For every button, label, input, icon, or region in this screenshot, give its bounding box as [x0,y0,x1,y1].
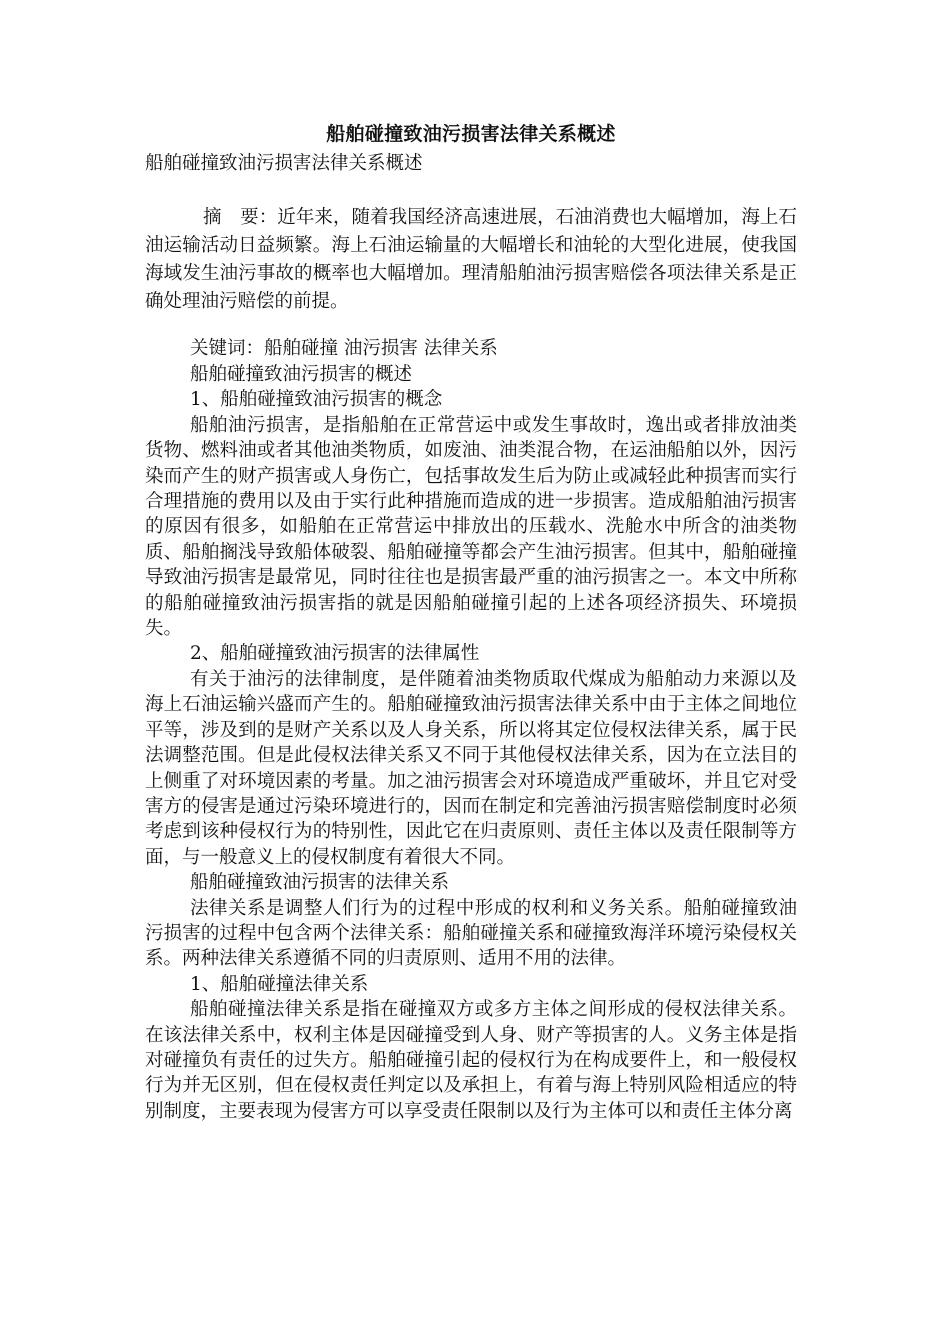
subsection-heading: 1、船舶碰撞法律关系 [190,973,369,995]
document-title: 船舶碰撞致油污损害法律关系概述 [326,123,616,145]
abstract-paragraph: 摘 要：近年来，随着我国经济高速进展，石油消费也大幅增加，海上石油运输活动日益频繁。海上石油运输量的大幅增长和油轮的大型化进展，使我国海域发生油污事故的概率也大幅增加。理清船舶油污损害赔偿各项法律关系是正确处理油污赔偿的前提。 [145,207,797,312]
document-page [145,118,797,1124]
subsection-heading: 2、船舶碰撞致油污损害的法律属性 [190,643,480,665]
body-paragraph: 法律关系是调整人们行为的过程中形成的权利和义务关系。船舶碰撞致油污损害的过程中包含两个法律关系：船舶碰撞关系和碰撞致海洋环境污染侵权关系。两种法律关系遵循不同的归责原则、适用不用的法律。 [145,897,797,970]
blank-line [145,178,797,204]
keywords-line: 关键词：船舶碰撞 油污损害 法律关系 [190,338,498,359]
section-heading: 船舶碰撞致油污损害的法律关系 [190,872,450,894]
body-paragraph: 有关于油污的法律制度，是伴随着油类物质取代煤成为船舶动力来源以及海上石油运输兴盛而产生的。船舶碰撞致油污损害法律关系中由于主体之间地位平等，涉及到的是财产关系以及人身关系，所以将其定位侵权法律关系，属于民法调整范围。但是此侵权法律关系又不同于其他侵权法律关系，因为在立法目的上侧重了对环境因素的考量。加之油污损害会对环境造成严重破坏，并且它对受害方的侵害是通过污染环境进行的，因而在制定和完善油污损害赔偿制度时必须考虑到该种侵权行为的特别性，因此它在归责原则、责任主体以及责任限制等方面，与一般意义上的侵权制度有着很大不同。 [145,668,797,868]
section-heading: 船舶碰撞致油污损害的概述 [190,364,413,385]
body-paragraph: 船舶碰撞法律关系是指在碰撞双方或多方主体之间形成的侵权法律关系。在该法律关系中，权利主体是因碰撞受到人身、财产等损害的人。义务主体是指对碰撞负有责任的过失方。船舶碰撞引起的侵权行为在构成要件上，和一般侵权行为并无区别，但在侵权责任判定以及承担上，有着与海上特别风险相适应的特别制度，主要表现为侵害方可以享受责任限制以及行为主体可以和责任主体分离 [145,999,797,1122]
blank-line [145,316,797,336]
subsection-heading: 1、船舶碰撞致油污损害的概念 [190,389,443,411]
document-subtitle: 船舶碰撞致油污损害法律关系概述 [145,153,423,174]
body-paragraph: 船舶油污损害，是指船舶在正常营运中或发生事故时，逸出或者排放油类货物、燃料油或者其他油类物质，如废油、油类混合物，在运油船舶以外，因污染而产生的财产损害或人身伤亡，包括事故发生后为防止或减轻此种损害而实行合理措施的费用以及由于实行此种措施而造成的进一步损害。造成船舶油污损害的原因有很多，如船舶在正常营运中排放出的压载水、洗舱水中所含的油类物质、船舶搁浅导致船体破裂、船舶碰撞等都会产生油污损害。但其中，船舶碰撞导致油污损害是最常见，同时往往也是损害最严重的油污损害之一。本文中所称的船舶碰撞致油污损害指的就是因船舶碰撞引起的上述各项经济损失、环境损失。 [145,414,797,640]
